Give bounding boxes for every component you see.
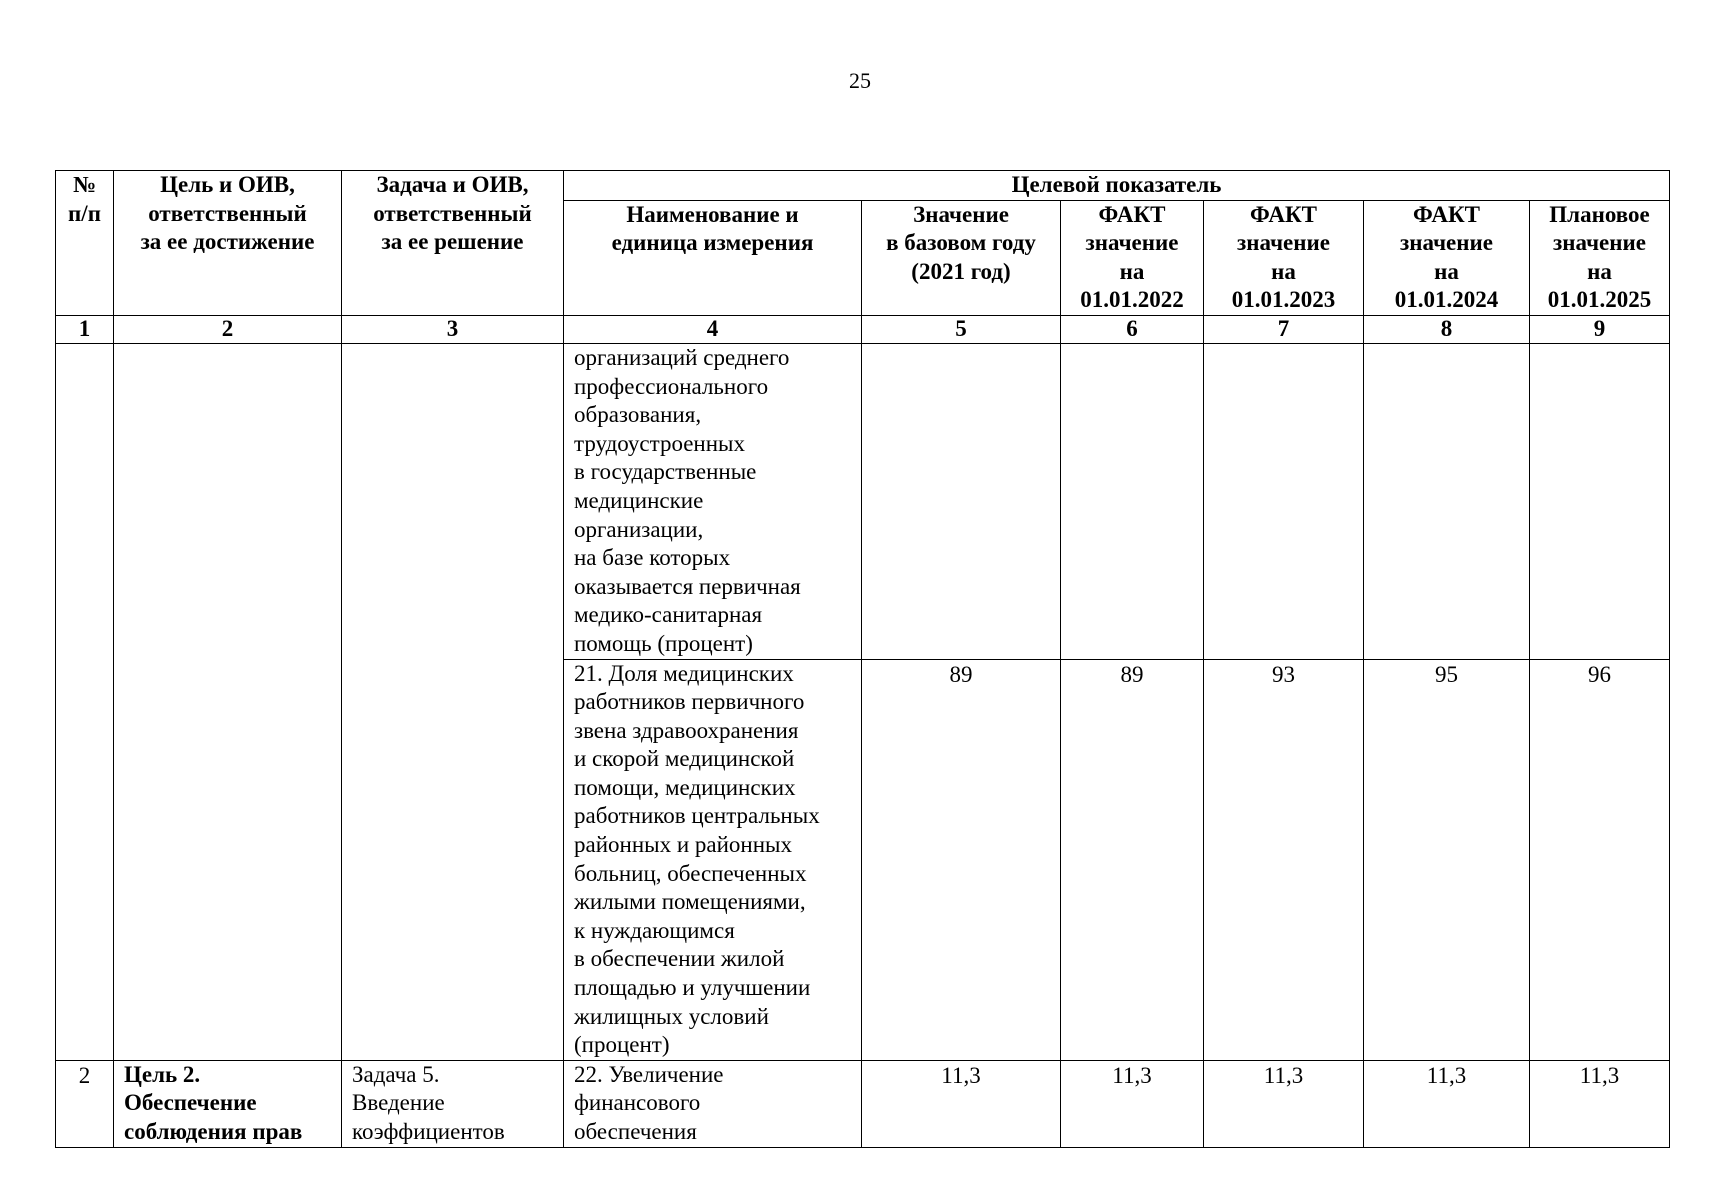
page-number: 25: [849, 68, 871, 93]
value-cell: [1204, 343, 1364, 659]
column-number: 7: [1204, 315, 1364, 343]
column-numbers-row: [56, 315, 1670, 343]
indicator-name-cell: 21. Доля медицинских работников первичного звена здравоохранения и скорой медицинской помощи, медицинских работников центральных районных и районных больниц, обеспеченных жилыми помещениями, к нуждающимся в обеспечении жилой площадью и улучшении жилищных условий (процент): [564, 659, 862, 1060]
column-number: 2: [114, 315, 342, 343]
header-col-goal: Цель и ОИВ, ответственный за ее достижение: [114, 171, 342, 316]
column-number: 3: [342, 315, 564, 343]
goal-cell: [114, 343, 342, 1060]
header-col-indicator-name: Наименование и единица измерения: [564, 200, 862, 315]
header-col-fact-2022: ФАКТ значение на 01.01.2022: [1061, 200, 1204, 315]
value-cell: 11,3: [862, 1060, 1061, 1147]
header-col-fact-2024: ФАКТ значение на 01.01.2024: [1364, 200, 1530, 315]
header-group-target-indicator: Целевой показатель: [564, 171, 1670, 201]
goal-cell: Цель 2. Обеспечение соблюдения прав: [114, 1060, 342, 1147]
row-number-cell: [56, 343, 114, 1060]
table-row: [56, 1060, 1670, 1147]
column-number: 5: [862, 315, 1061, 343]
header-col-base-value: Значение в базовом году (2021 год): [862, 200, 1061, 315]
value-cell: [1364, 343, 1530, 659]
header-col-plan-2025: Плановое значение на 01.01.2025: [1530, 200, 1670, 315]
task-cell: [342, 343, 564, 1060]
column-number: 6: [1061, 315, 1204, 343]
column-number: 9: [1530, 315, 1670, 343]
target-indicators-table: [55, 170, 1670, 1148]
value-cell: 11,3: [1530, 1060, 1670, 1147]
value-cell: 89: [1061, 659, 1204, 1060]
task-cell: Задача 5. Введение коэффициентов: [342, 1060, 564, 1147]
value-cell: 89: [862, 659, 1061, 1060]
header-col-fact-2023: ФАКТ значение на 01.01.2023: [1204, 200, 1364, 315]
column-number: 4: [564, 315, 862, 343]
indicator-name-cell: 22. Увеличение финансового обеспечения: [564, 1060, 862, 1147]
header-col-task: Задача и ОИВ, ответственный за ее решение: [342, 171, 564, 316]
column-number: 8: [1364, 315, 1530, 343]
header-col-number: № п/п: [56, 171, 114, 316]
value-cell: 11,3: [1204, 1060, 1364, 1147]
value-cell: 11,3: [1364, 1060, 1530, 1147]
indicator-name-cell: организаций среднего профессионального образования, трудоустроенных в государственные медицинские организации, на базе которых оказывается первичная медико-санитарная помощь (процент): [564, 343, 862, 659]
header-row-top: [56, 171, 1670, 201]
value-cell: [862, 343, 1061, 659]
value-cell: 95: [1364, 659, 1530, 1060]
column-number: 1: [56, 315, 114, 343]
table-row: [56, 343, 1670, 659]
value-cell: 93: [1204, 659, 1364, 1060]
value-cell: [1530, 343, 1670, 659]
row-number-cell: 2: [56, 1060, 114, 1147]
value-cell: 11,3: [1061, 1060, 1204, 1147]
value-cell: [1061, 343, 1204, 659]
value-cell: 96: [1530, 659, 1670, 1060]
